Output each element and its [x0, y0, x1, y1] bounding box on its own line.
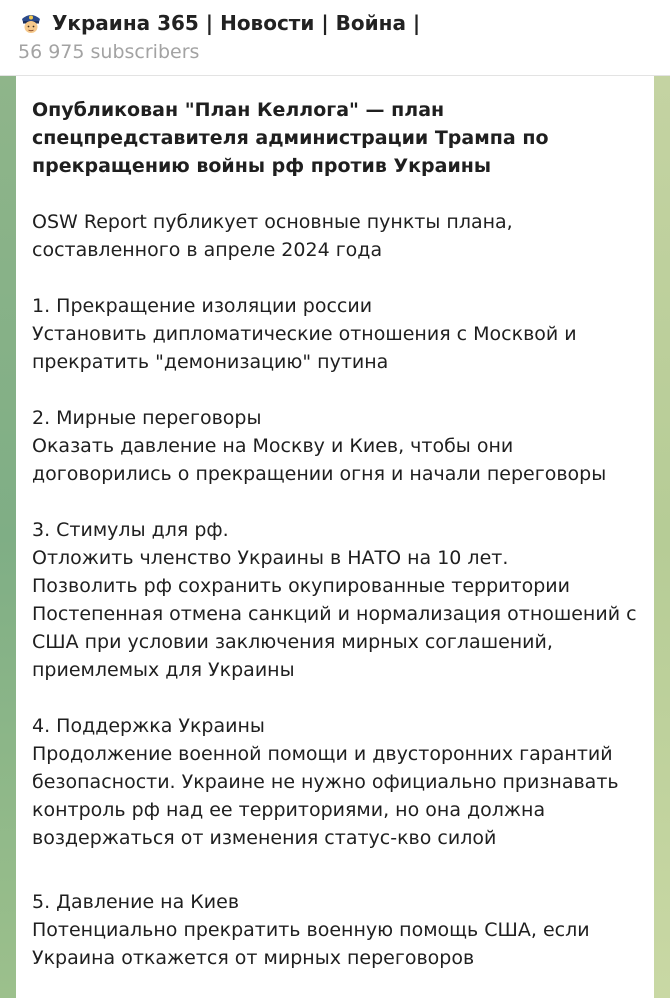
- section-title: 3. Стимулы для рф.: [32, 519, 229, 541]
- chat-background-left: [0, 76, 16, 998]
- subscriber-count: 56 975 subscribers: [18, 41, 200, 63]
- channel-header[interactable]: [0, 0, 670, 76]
- plan-section: [32, 292, 638, 376]
- plan-section: [32, 404, 638, 488]
- channel-title[interactable]: [18, 10, 420, 36]
- chat-background-right: [654, 76, 670, 998]
- message-bubble: [16, 76, 654, 998]
- section-title: 1. Прекращение изоляции россии: [32, 295, 373, 317]
- plan-section: [32, 516, 638, 684]
- post-intro: OSW Report публикует основные пункты плана, составленного в апреле 2024 года: [32, 211, 513, 261]
- police-officer-icon: [18, 10, 44, 36]
- section-line: Потенциально прекратить военную помощь США, если Украина откажется от мирных переговоров: [32, 919, 590, 969]
- plan-section: [32, 712, 638, 852]
- section-title: 2. Мирные переговоры: [32, 407, 262, 429]
- section-line: Позволить рф сохранить окупированные территории: [32, 575, 570, 597]
- section-line: Установить дипломатические отношения с Москвой и прекратить "демонизацию" путина: [32, 323, 577, 373]
- channel-name: Украина 365 | Новости | Война |: [52, 11, 421, 35]
- section-line: Продолжение военной помощи и двусторонних гарантий безопасности. Украине не нужно официально признавать контроль рф над ее территориями, но она должна воздержаться от изменения статус-кво силой: [32, 743, 619, 849]
- plan-section: [32, 888, 638, 972]
- section-title: 5. Давление на Киев: [32, 891, 240, 913]
- section-title: 4. Поддержка Украины: [32, 715, 265, 737]
- section-line: Постепенная отмена санкций и нормализация отношений с США при условии заключения мирных соглашений, приемлемых для Украины: [32, 603, 637, 681]
- section-line: Оказать давление на Москву и Киев, чтобы они договорились о прекращении огня и начали переговоры: [32, 435, 607, 485]
- section-line: Отложить членство Украины в НАТО на 10 лет.: [32, 547, 509, 569]
- post-headline: Опубликован "План Келлога" — план спецпредставителя администрации Трампа по прекращению войны рф против Украины: [32, 99, 549, 177]
